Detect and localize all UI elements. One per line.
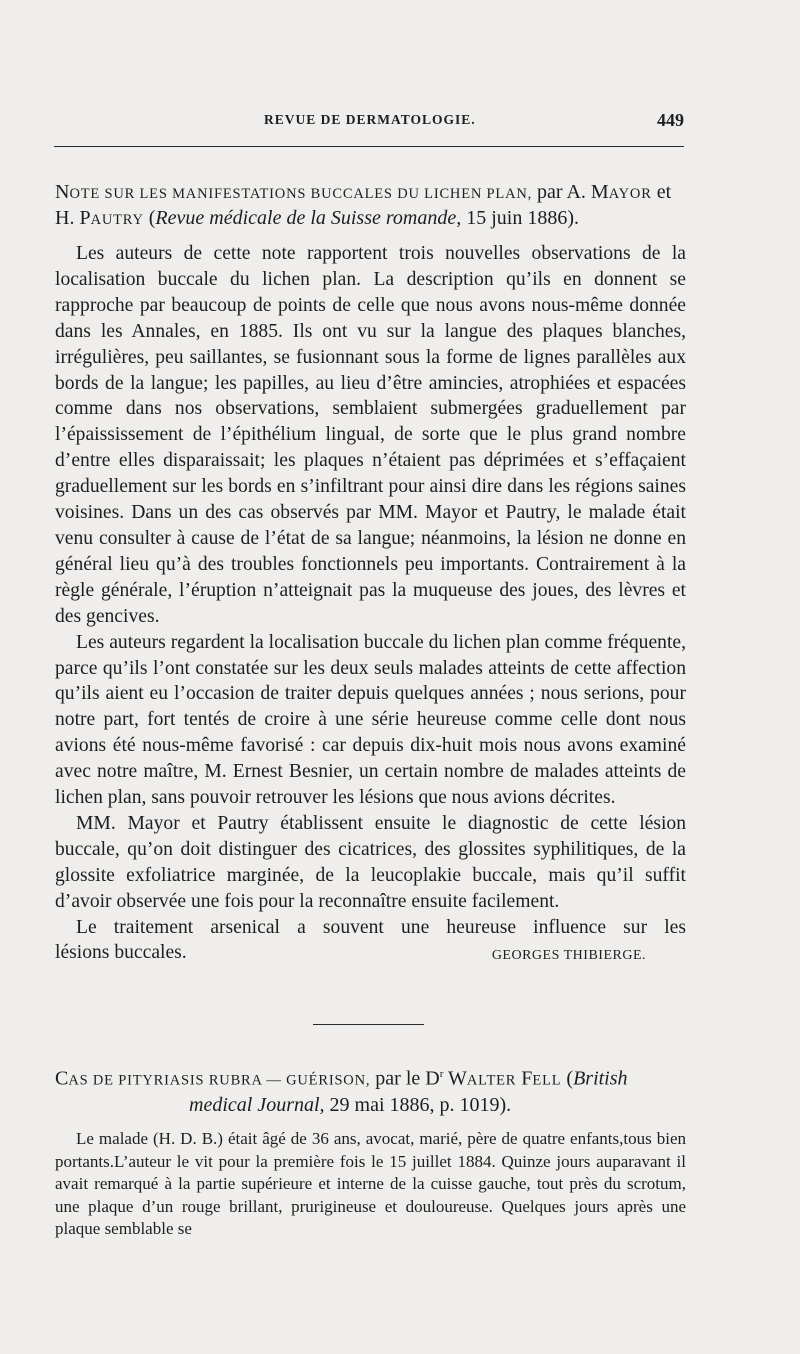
article2-paragraph-1: Le malade (H. D. B.) était âgé de 36 ans, avocat, marié, père de quatre enfants,tous bien portants.L’auteur le vit pour la première fois le 15 juillet 1884. Quinze jours auparavant il avait remarqué à la partie supérieure et interne de la cuisse gauche, tout près du scrotum, une plaque d’un rouge brillant, prurigineuse et douloureuse. Quelques jours après une plaque semblable se [55, 1129, 686, 1238]
article1-paragraph-3: MM. Mayor et Pautry établissent ensuite le diagnostic de cette lésion buccale, qu’on doit distinguer des cicatrices, des glossites syphilitiques, de la glossite exfoliatrice marginée, de la leucoplakie buccale, mais qu’il suffit d’avoir observée une fois pour la reconnaître ensuite facilement. [55, 812, 686, 912]
article1-title: NOTE SUR LES MANIFESTATIONS BUCCALES DU LICHEN PLAN, par A. MAYOR et H. PAUTRY (Revue médicale de la Suisse romande, 15 juin 1886). [55, 181, 672, 229]
author-signature: GEORGES THIBIERGE. [491, 948, 646, 964]
article1-journal-name: Revue médicale de la Suisse romande, [155, 207, 462, 229]
article2-journal-name: British [573, 1067, 628, 1090]
article2-title-subject: DE PITYRIASIS RUBRA — GUÉRISON, [88, 1072, 371, 1089]
article1-paragraph-2: Les auteurs regardent la localisation buccale du lichen plan comme fréquente, parce qu’ils l’ont constatée sur les deux seuls malades atteints de cette affection qu’ils aient eu l’occasion de traiter depuis quelques années ; nous serions, pour notre part, fort tentés de croire à une série heureuse comme celle dont nous avions été nous-même favorisé : car depuis dix-huit mois nous avons examiné avec notre maître, M. Ernest Besnier, un certain nombre de malades atteints de lichen plan, sans pouvoir retrouver les lésions que nous avions décrites. [55, 631, 686, 809]
page-number: 449 [657, 110, 684, 130]
article1-paragraph-4: Le traitement arsenical a souvent une heureuse influence sur les [76, 916, 686, 938]
page-header [54, 112, 684, 134]
article1-title-subject: SUR LES MANIFESTATIONS BUCCALES DU LICHEN PLAN, [100, 186, 533, 202]
article1-paragraph-1: Les auteurs de cette note rapportent trois nouvelles observations de la localisation buccale du lichen plan. La description qu’ils en donnent se rapproche par beaucoup de points de celle que nous avons nous-même donnée dans les Annales, en 1885. Ils ont vu sur la langue des plaques blanches, irrégulières, peu saillantes, se fusionnant sous la forme de lignes parallèles aux bords de la langue; les papilles, au lieu d’être amincies, atrophiées et espacées comme dans nos observations, semblaient submergées graduellement par l’épaississement de l’épithélium lingual, de sorte que le plus grand nombre d’entre elles disparaissait; les plaques n’étaient pas déprimées et s’effaçaient graduellement sur les bords en s’infiltrant pour ainsi dire dans les régions saines voisines. Dans un des cas observés par MM. Mayor et Pautry, le malade était venu consulter à cause de l’état de sa langue; néanmoins, la lésion ne donne en général lieu qu’à des troubles fonctionnels peu importants. Contrairement à la règle générale, l’éruption n’atteignait pas la muqueuse des joues, des lèvres et des gencives. [55, 243, 686, 627]
running-title: REVUE DE DERMATOLOGIE. [264, 112, 476, 127]
signature-line [55, 940, 686, 969]
article1-body [55, 241, 686, 969]
section-divider [313, 1024, 424, 1025]
article2-title: CAS DE PITYRIASIS RUBRA — GUÉRISON, par le $D^r$ WALTER FELL (British medical Journal, 29 mai 1886, p. 1019). [55, 1067, 628, 1116]
article2-body [55, 1128, 686, 1241]
article1-paragraph-4-end: lésions buccales. [55, 942, 187, 964]
header-rule [54, 146, 684, 147]
